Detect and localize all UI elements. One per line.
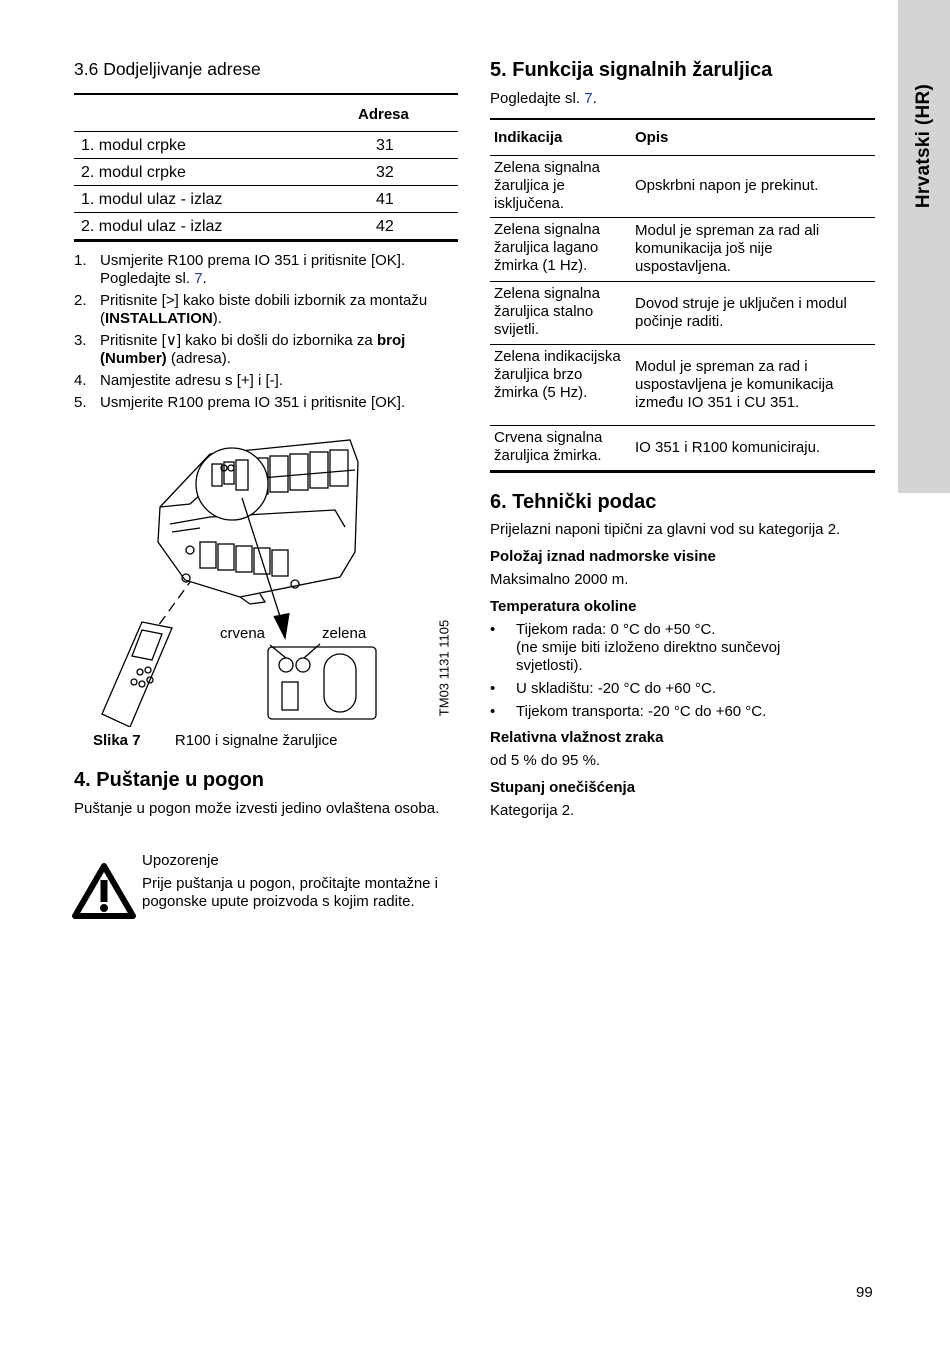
indication-cell: Zelena indikacijska žaruljica brzo žmirka (5 Hz).: [494, 348, 621, 401]
reference-text: Pogledajte sl.: [490, 90, 585, 107]
altitude-title: Položaj iznad nadmorske visine: [490, 548, 716, 565]
temperature-item: Tijekom transporta: -20 °C do +60 °C.: [516, 703, 767, 720]
step-text: .: [202, 270, 207, 287]
indication-cell: Zelena signalna žaruljica lagano žmirka (1 Hz).: [494, 221, 600, 274]
address-value: 31: [376, 137, 394, 154]
description-cell: Opskrbni napon je prekinut.: [635, 177, 819, 194]
table-row: [490, 344, 875, 426]
address-table: [74, 93, 458, 242]
section-heading-3-6: 3.6 Dodjeljivanje adrese: [74, 59, 261, 79]
table-row: [74, 159, 458, 186]
section6-intro: Prijelazni naponi tipični za glavni vod su kategorija 2.: [490, 521, 841, 538]
indication-cell: Zelena signalna žaruljica je isključena.: [494, 159, 600, 212]
label-green-led: zelena: [322, 625, 367, 642]
figure-link[interactable]: 7: [194, 270, 203, 287]
table-row: [74, 213, 458, 242]
language-tab: [898, 0, 950, 493]
table-row: [490, 425, 875, 473]
figure-caption: [93, 732, 337, 750]
temperature-title: Temperatura okoline: [490, 598, 637, 615]
pollution-title: Stupanj onečišćenja: [490, 779, 636, 796]
step-text: Namjestite adresu s [+] i [-].: [100, 372, 283, 389]
step-number: 3.: [74, 332, 87, 349]
list-item: [490, 703, 820, 721]
module-remote-illustration: [90, 432, 390, 727]
step-text-bold: broj (Number): [100, 332, 406, 367]
step-text-bold: INSTALLATION: [105, 310, 213, 327]
description-cell: Dovod struje je uključen i modul počinje raditi.: [635, 295, 847, 330]
address-value: 32: [376, 164, 394, 181]
module-label: 1. modul crpke: [81, 137, 186, 154]
figure-caption-text: R100 i signalne žaruljice: [174, 732, 338, 749]
step-number: 1.: [74, 252, 87, 269]
page-number: 99: [856, 1284, 873, 1301]
bullet: •: [490, 703, 496, 720]
step-text: (adresa).: [166, 350, 231, 367]
indication-cell: Crvena signalna žaruljica žmirka.: [494, 429, 603, 464]
section4-text: Puštanje u pogon može izvesti jedino ovlaštena osoba.: [74, 800, 440, 817]
table-row: [490, 281, 875, 345]
step-text: Usmjerite R100 prema IO 351 i pritisnite [OK].: [100, 252, 406, 269]
table-row: [74, 132, 458, 159]
address-column-header: Adresa: [358, 106, 409, 123]
figure-code: TM03 1131 1105: [436, 619, 452, 717]
module-label: 2. modul ulaz - izlaz: [81, 218, 223, 235]
humidity-title: Relativna vlažnost zraka: [490, 729, 664, 746]
warning-icon: [72, 862, 136, 920]
step-number: 2.: [74, 292, 87, 309]
table-row: [74, 186, 458, 213]
steps-list: [74, 252, 464, 416]
signal-table: [490, 118, 875, 474]
label-red-led: crvena: [220, 625, 266, 642]
step-number: 4.: [74, 372, 87, 389]
altitude-text: Maksimalno 2000 m.: [490, 571, 629, 588]
list-item: [74, 292, 464, 328]
language-tab-label: Hrvatski (HR): [913, 83, 934, 209]
pollution-text: Kategorija 2.: [490, 802, 575, 819]
step-text: Pritisnite [∨] kako bi došli do izbornika za: [100, 332, 377, 349]
signal-table-header: [490, 120, 875, 156]
table-row: [490, 155, 875, 218]
description-cell: Modul je spreman za rad i uspostavljena je komunikacija između IO 351 i CU 351.: [635, 358, 834, 411]
column-header-indication: Indikacija: [494, 129, 563, 146]
warning-title: Upozorenje: [142, 852, 219, 869]
address-value: 42: [376, 218, 394, 235]
address-value: 41: [376, 191, 394, 208]
section-heading-4: 4. Puštanje u pogon: [74, 769, 265, 791]
figure-caption-label: Slika 7: [93, 732, 141, 749]
section5-reference: [490, 90, 597, 108]
list-item: [74, 332, 464, 368]
list-item: [490, 621, 820, 675]
step-text: ).: [212, 310, 222, 327]
temperature-item: Tijekom rada: 0 °C do +50 °C. (ne smije biti izloženo direktno sunčevoj svjetlosti).: [516, 621, 781, 674]
bullet: •: [490, 680, 496, 697]
module-label: 1. modul ulaz - izlaz: [81, 191, 223, 208]
description-cell: Modul je spreman za rad ali komunikacija još nije uspostavljena.: [635, 222, 820, 275]
reference-text: .: [592, 90, 597, 107]
column-header-description: Opis: [635, 129, 669, 146]
list-item: [74, 372, 464, 390]
temperature-item: U skladištu: -20 °C do +60 °C.: [516, 680, 717, 697]
temperature-list: [490, 621, 820, 726]
list-item: [74, 252, 464, 288]
bullet: •: [490, 621, 496, 638]
step-number: 5.: [74, 394, 87, 411]
module-label: 2. modul crpke: [81, 164, 186, 181]
step-text: Usmjerite R100 prema IO 351 i pritisnite [OK].: [100, 394, 406, 411]
list-item: [74, 394, 464, 412]
list-item: [490, 680, 820, 698]
humidity-text: od 5 % do 95 %.: [490, 752, 601, 769]
section-heading-6: 6. Tehnički podac: [490, 491, 657, 513]
warning-text: Prije puštanja u pogon, pročitajte montažne i pogonske upute proizvoda s kojim radite.: [142, 875, 439, 910]
table-row: [490, 217, 875, 282]
step-text: Pogledajte sl.: [100, 270, 195, 287]
section-heading-5: 5. Funkcija signalnih žaruljica: [490, 59, 773, 81]
step-text: Pritisnite [>] kako biste dobili izbornik za montažu (: [100, 292, 428, 327]
figure-link[interactable]: 7: [584, 90, 593, 107]
indication-cell: Zelena signalna žaruljica stalno svijetli.: [494, 285, 600, 338]
address-table-header-row: [74, 95, 458, 131]
description-cell: IO 351 i R100 komuniciraju.: [635, 439, 821, 456]
